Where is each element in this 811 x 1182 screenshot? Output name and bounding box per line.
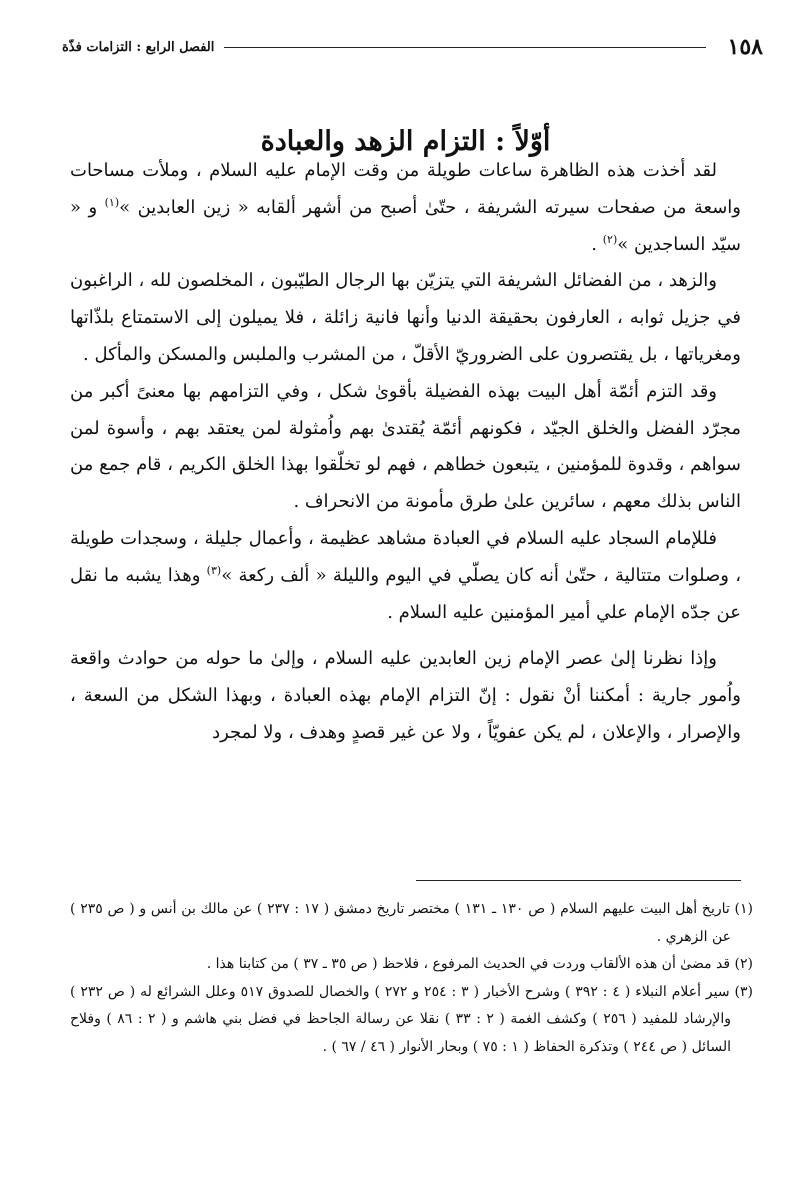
paragraph-1 xyxy=(70,153,741,263)
paragraph-4-text-a: فللإمام السجاد عليه السلام في العبادة مشاهد عظيمة ، وأعمال جليلة ، وسجدات طويلة ، وصلوات متتالية ، حتّىٰ أنه كان يصلّي في اليوم والليلة « ألف ركعة » xyxy=(70,527,742,586)
footnote-1: (١) تاريخ أهل البيت عليهم السلام ( ص ١٣٠ ـ ١٣١ ) مختصر تاريخ دمشق ( ١٧ : ٢٣٧ ) عن مالك بن أنس و ( ص ٢٣٥ ) عن الزهري . xyxy=(70,901,753,945)
footnote-3: (٣) سير أعلام النبلاء ( ٤ : ٣٩٢ ) وشرح الأخبار ( ٣ : ٢٥٤ و ٢٧٢ ) والخصال للصدوق ٥١٧ وعلل الشرائع له ( ص ٢٣٢ ) والإرشاد للمفيد ( ٢٥٦ ) وكشف الغمة ( ٢ : ٣٣ ) نقلا عن رسالة الجاحظ في فضل بني هاشم و ( ٢ : ٨٦ ) وفلاح السائل ( ص ٢٤٤ ) وتذكرة الحفاظ ( ١ : ٧٥ ) وبحار الأنوار ( ٤٦ / ٦٧ ) . xyxy=(70,983,753,1055)
page-header xyxy=(62,30,763,64)
paragraph-1-text-c: . xyxy=(591,233,603,255)
paragraph-1-text-b: و « سيّد الساجدين » xyxy=(70,196,741,255)
section-title: أوّلاً : التزام الزهد والعبادة xyxy=(260,126,551,158)
footnote-ref-2: (٢) xyxy=(602,232,618,246)
body-text xyxy=(70,153,741,752)
page-number: ١٥٨ xyxy=(727,34,763,60)
footnote-2: (٢) قد مضىٰ أن هذه الألقاب وردت في الحديث المرفوع ، فلاحظ ( ص ٣٥ ـ ٣٧ ) من كتابنا هذا . xyxy=(206,956,753,972)
paragraph-1-text-a: لقد أخذت هذه الظاهرة ساعات طويلة من وقت الإمام عليه السلام ، وملأت مساحات واسعة من صفحات سيرته الشريفة ، حتّىٰ أصبح من أشهر ألقابه « زين العابدين » xyxy=(70,160,741,218)
footnotes xyxy=(70,896,753,1061)
paragraph-4-text-b: وهذا يشبه ما نقل عن جدّه الإمام علي أمير المؤمنين عليه السلام . xyxy=(70,564,741,623)
footnote-rule xyxy=(416,880,741,881)
paragraph-2: والزهد ، من الفضائل الشريفة التي يتزيّن بها الرجال الطيّبون ، المخلصون لله ، الراغبون في جزيل ثوابه ، العارفون بحقيقة الدنيا وأنها فانية زائلة ، فلا يميلون إلى الاستمتاع بلذّاتها ومغرياتها ، بل يقتصرون على الضروريّ الأقلّ ، من المشرب والملبس والمسكن والمأكل . xyxy=(70,270,741,365)
running-title: الفصل الرابع : التزامات فذّة xyxy=(62,39,215,55)
footnote-ref-1: (١) xyxy=(104,195,120,209)
paragraph-5: وإذا نظرنا إلىٰ عصر الإمام زين العابدين عليه السلام ، وإلىٰ ما حوله من حوادث واقعة واُمور جارية : أمكننا أنْ نقول : إنّ التزام الإمام بهذه العبادة ، وبهذا الشكل من السعة ، والإصرار ، والإعلان ، لم يكن عفويّاً ، ولا عن غير قصدٍ وهدف ، ولا لمجرد xyxy=(70,648,741,743)
header-rule xyxy=(224,47,705,48)
paragraph-3: وقد التزم أئمّة أهل البيت بهذه الفضيلة بأقوىٰ شكل ، وفي التزامهم بها معنىً أكبر من مجرّد الفضل والخلق الجيّد ، فكونهم أئمّة يُقتدىٰ بهم واُمثولة لمن يعتقد بهم ، وأسوة لمن سواهم ، وقدوة للمؤمنين ، يتبعون خطاهم ، فهم لو تخلّقوا بهذا الخلق الكريم ، قام جمع من الناس بذلك معهم ، سائرين علىٰ طرق مأمونة من الانحراف . xyxy=(70,380,741,513)
paragraph-4 xyxy=(70,521,741,631)
footnote-ref-3: (٣) xyxy=(206,563,222,577)
